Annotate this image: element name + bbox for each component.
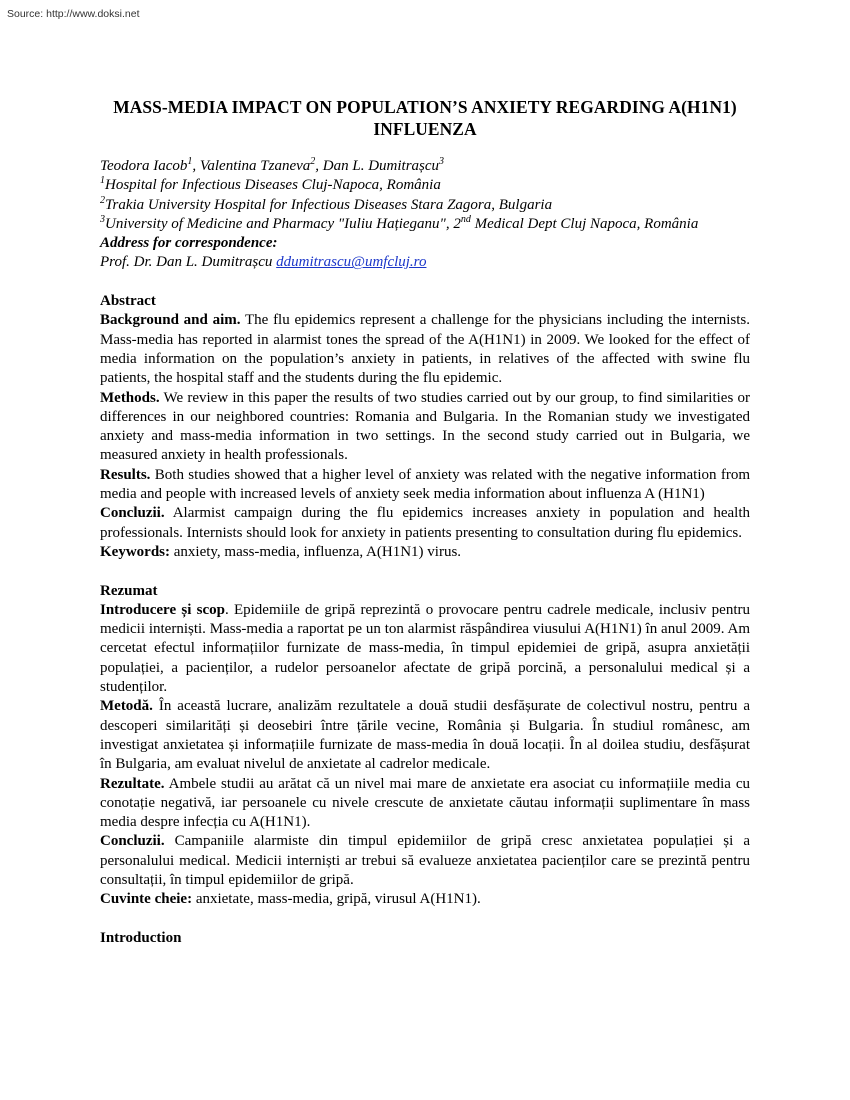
abstract-heading: Abstract xyxy=(100,293,156,310)
author-sup: 2 xyxy=(310,156,316,167)
affiliation: $^1$Hospital for Infectious Diseases Cluj-Napoca, România xyxy=(100,175,441,194)
author-block xyxy=(100,157,750,273)
rezumat-keywords: Cuvinte cheie: anxietate, mass-media, gripă, virusul A(H1N1). xyxy=(100,891,481,908)
affiliation-sup: 2 xyxy=(100,194,105,206)
introduction-heading: Introduction xyxy=(100,929,182,946)
abstract-paragraph: Results. Both studies showed that a higher level of anxiety was related with the negative information from media and people with increased levels of anxiety seek media information about influenza A (H1N1) xyxy=(100,466,750,503)
rezumat-paragraph: Introducere și scop. Epidemiile de gripă reprezintă o provocare pentru cadrele medicale, inclusiv pentru medicii interniști. Mass-media a raportat pe un ton alarmist răspândirea viusului A(H1N1) în anul 2009. Am cercetat efectul informațiilor furnizate de mass-media, în timpul epidemiei de gripă, asupra anxietății populației, a pacienților, a rudelor persoanelor afectate de gripă porcină, a personalului medical și a studenților. xyxy=(100,601,750,696)
abstract-paragraph: Concluzii. Alarmist campaign during the flu epidemics increases anxiety in population and health professionals. Internists should look for anxiety in patients presenting to consultation during flu epidemics. xyxy=(100,505,750,541)
author-sup: 1 xyxy=(187,156,193,167)
author-name: Dan L. Dumitrașcu xyxy=(322,158,440,174)
abstract-paragraph: Background and aim. The flu epidemics represent a challenge for the physicians including the internists. Mass-media has reported in alarmist tones the spread of the A(H1N1) in 2009. We looked for the effect of media information on the population’s anxiety in patients, in relatives of the affected with swine flu patients, the hospital staff and the students during the flu epidemic. xyxy=(100,312,750,387)
correspondence-label: Address for correspondence: xyxy=(100,235,278,252)
correspondence-email-link[interactable]: ddumitrascu@umfcluj.ro xyxy=(276,254,427,271)
abstract-paragraph: Methods. We review in this paper the results of two studies carried out by our group, to find similarities or differences in our neighbored countries: Romania and Bulgaria. In the Romanian study we investigated anxiety and mass-media information in two settings. In the second study carried out in Bulgaria, we measured anxiety in health professionals. xyxy=(100,389,750,464)
author-sup: 3 xyxy=(439,156,445,167)
rezumat-paragraph: Rezultate. Ambele studii au arătat că un nivel mai mare de anxietate era asociat cu informațiile media cu conotație negativă, iar persoanele cu nivele crescute de anxietate căutau informații suplimentare în mass media despre infecția cu A(H1N1). xyxy=(100,775,750,831)
author-name: Teodora Iacob xyxy=(100,158,188,174)
author-name: Valentina Tzaneva xyxy=(199,158,311,174)
correspondence-name: Prof. Dr. Dan L. Dumitrașcu xyxy=(100,254,273,271)
affiliation: $^3$University of Medicine and Pharmacy "Iuliu Hațieganu", 2nd Medical Dept Cluj Napoca, România xyxy=(100,213,699,232)
author-list: Teodora Iacob$^1$, Valentina Tzaneva$^2$, Dan L. Dumitrașcu$^3$ xyxy=(100,156,445,174)
rezumat-section xyxy=(100,582,750,910)
rezumat-paragraph: Concluzii. Campaniile alarmiste din timpul epidemiilor de gripă cresc anxietatea populației și a personalului medical. Medicii interniști ar trebui să evalueze anxietatea pacienților care se prezintă pentru consultații, în timpul epidemiilor de gripă. xyxy=(100,833,750,888)
affiliation-sup: 1 xyxy=(100,175,105,187)
correspondence-line xyxy=(100,253,750,272)
rezumat-heading: Rezumat xyxy=(100,582,158,599)
paper-title: MASS-MEDIA IMPACT ON POPULATION’S ANXIETY REGARDING A(H1N1) INFLUENZA xyxy=(113,97,737,139)
affiliation-sup: 3 xyxy=(100,213,105,225)
abstract-keywords: Keywords: anxiety, mass-media, influenza, A(H1N1) virus. xyxy=(100,543,462,560)
affiliation: $^2$Trakia University Hospital for Infectious Diseases Stara Zagora, Bulgaria xyxy=(100,194,553,213)
rezumat-paragraph: Metodă. În această lucrare, analizăm rezultatele a două studii desfășurate de colectivul nostru, pentru a descoperi similarități și deosebiri între țările vecine, România și Bulgaria. În studiul românesc, am investigat anxietatea și informațiile furnizate de mass-media în două locații. În al doilea studiu, desfășurat în Bulgaria, am evaluat nivelul de anxietate al cadrelor medicale. xyxy=(100,698,750,773)
source-line: Source: http://www.doksi.net xyxy=(7,8,140,20)
abstract-section xyxy=(100,292,750,562)
paper-page xyxy=(100,96,750,948)
